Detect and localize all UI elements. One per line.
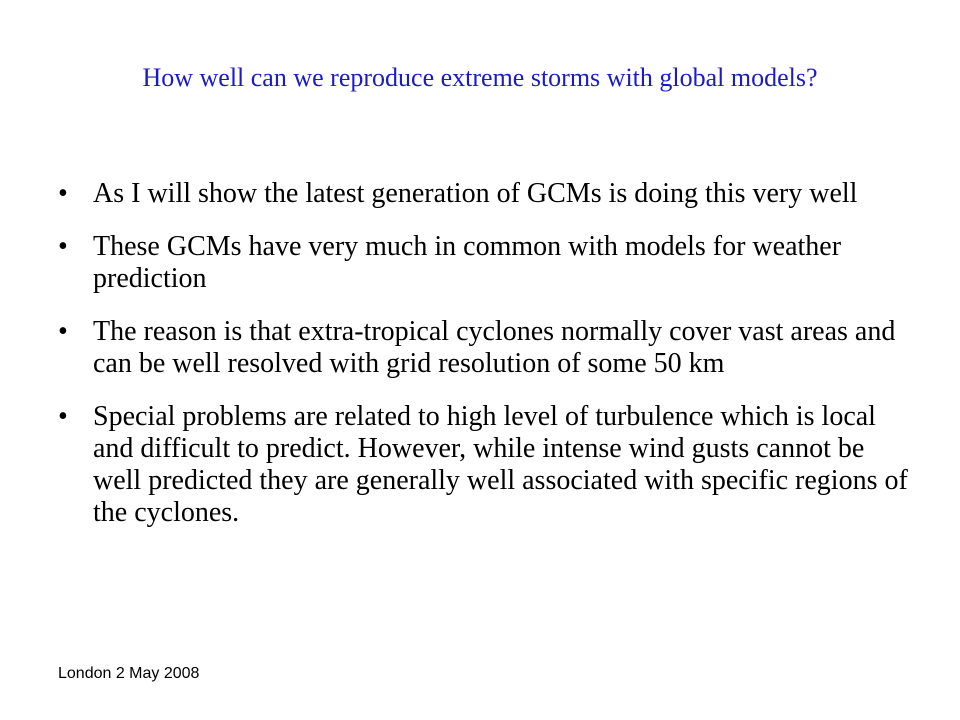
bullet-icon: • [58,401,68,432]
bullet-item [58,316,918,380]
bullet-item [58,178,918,210]
bullet-icon: • [58,316,68,347]
bullet-item [58,401,918,529]
bullet-text: The reason is that extra-tropical cyclones normally cover vast areas and can be well resolved with grid resolution of some 50 km [93,316,896,379]
slide-title: How well can we reproduce extreme storms with global models? [142,63,818,92]
bullet-text: Special problems are related to high level of turbulence which is local and difficult to predict. However, while intense wind gusts cannot be well predicted they are generally well associated with specific regions of the cyclones. [93,401,908,528]
bullet-list [58,178,918,550]
bullet-text: As I will show the latest generation of GCMs is doing this very well [93,178,858,209]
bullet-item [58,231,918,295]
bullet-icon: • [58,231,68,262]
footer-date: London 2 May 2008 [58,665,200,682]
bullet-text: These GCMs have very much in common with models for weather prediction [93,231,842,294]
bullet-icon: • [58,178,68,209]
